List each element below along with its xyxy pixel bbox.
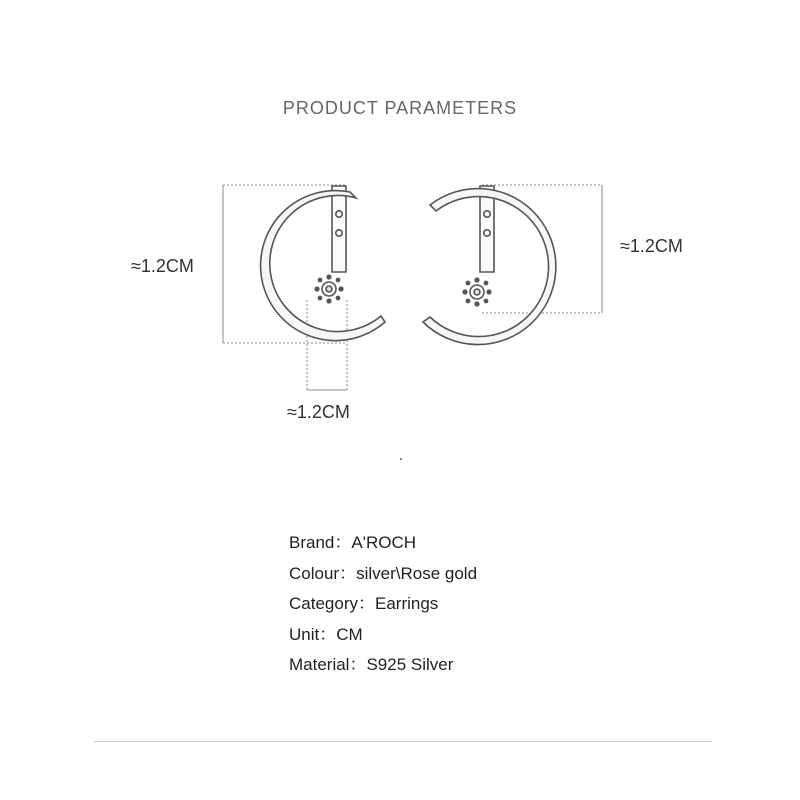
param-label: Category： xyxy=(289,594,375,613)
param-label: Colour： xyxy=(289,563,357,583)
param-value: Earrings xyxy=(374,594,439,613)
left-gem-icon xyxy=(315,275,343,303)
bottom-divider xyxy=(94,741,712,742)
product-parameters-list xyxy=(289,532,477,685)
param-value: S925 Silver xyxy=(366,655,454,674)
divider-dot xyxy=(400,458,402,460)
param-row-unit xyxy=(289,624,477,655)
dimension-label-right-height: ≈1.2CM xyxy=(620,236,683,256)
param-row-category xyxy=(289,593,477,624)
param-row-brand xyxy=(289,532,477,563)
param-value: silver\Rose gold xyxy=(356,563,478,583)
dimension-label-left-height: ≈1.2CM xyxy=(131,256,194,276)
right-earring-icon xyxy=(423,186,556,345)
param-label: Unit： xyxy=(289,624,337,644)
param-value: A'ROCH xyxy=(351,533,417,552)
param-value: CM xyxy=(336,624,363,644)
right-gem-icon xyxy=(463,278,491,306)
param-row-colour xyxy=(289,563,477,594)
dimension-label-width: ≈1.2CM xyxy=(287,402,350,422)
param-label: Material： xyxy=(289,655,367,674)
page-title: PRODUCT PARAMETERS xyxy=(282,98,518,118)
left-earring-icon xyxy=(261,186,385,341)
param-label: Brand： xyxy=(289,533,352,552)
param-row-material xyxy=(289,654,477,685)
